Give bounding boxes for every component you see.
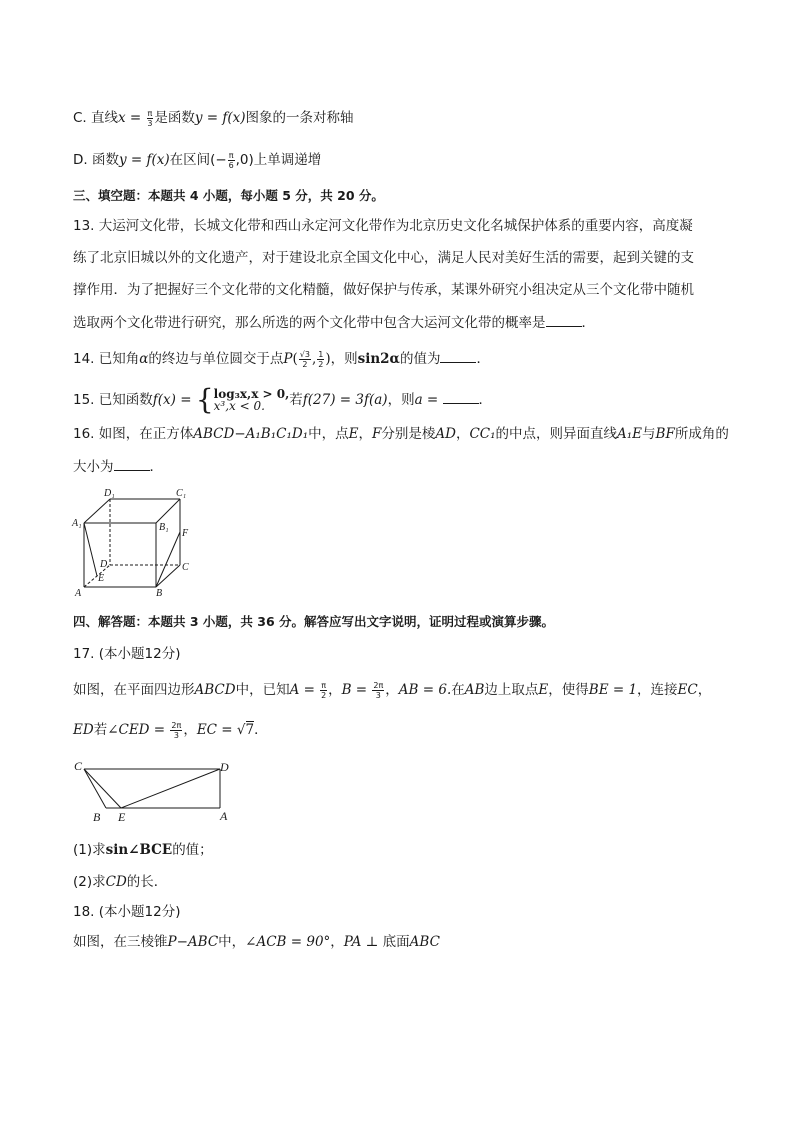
text: ，则 — [387, 392, 415, 408]
math-expr: f(27) = 3f(a) — [302, 392, 388, 408]
text: ． — [149, 459, 163, 475]
math-var: P — [283, 351, 293, 367]
label-d: D — [220, 760, 229, 774]
fraction-den: 3 — [173, 730, 179, 740]
math-expr: ABCD−A₁B₁C₁D₁ — [193, 426, 309, 442]
section-4-heading: 四、解答题：本题共 3 小题，共 36 分。解答应写出文字说明，证明过程或演算步骤。 — [73, 614, 555, 629]
text: 如图，在平面四边形 — [73, 682, 195, 698]
text: 大小为 — [73, 459, 114, 475]
math-func: y = f(x) — [118, 152, 170, 168]
q13-line-1: 13. 大运河文化带，长城文化带和西山永定河文化带作为北京历史文化名城保护体系的重要内容，高度凝 — [73, 218, 693, 234]
q16-line-2 — [73, 456, 163, 477]
paren: ( — [292, 351, 298, 367]
brace: { — [195, 383, 214, 416]
text: ， — [358, 426, 372, 442]
label-a: A — [220, 809, 228, 823]
fraction-num: √3 — [299, 349, 310, 359]
math-eq: A = — [289, 682, 320, 698]
math-var: E — [538, 682, 549, 698]
fraction — [170, 721, 182, 740]
math-eq: PA ⊥ — [343, 934, 383, 950]
fraction — [299, 350, 311, 369]
math-var: EC — [677, 682, 698, 698]
fraction-den: 2 — [318, 359, 324, 369]
fraction-den: 2 — [302, 359, 308, 369]
text: 若 — [93, 722, 108, 738]
label-c1: C₁ — [176, 488, 187, 499]
text: (1)求 — [73, 842, 106, 858]
fraction — [317, 350, 324, 369]
label-a1: A₁ — [72, 518, 82, 529]
math-var: AD — [435, 426, 456, 442]
text: 是函数 — [154, 110, 195, 126]
text: ， — [330, 934, 344, 950]
cube-figure — [70, 486, 200, 598]
text: 在 — [451, 682, 465, 698]
label-b: B — [156, 588, 163, 598]
label-c: C — [182, 562, 189, 573]
text: ， — [455, 426, 470, 442]
math-var: F — [371, 426, 382, 442]
text: ． — [581, 315, 595, 331]
math-eq: B = — [341, 682, 372, 698]
math-var: ABC — [409, 934, 440, 950]
text: 中， — [218, 934, 246, 950]
piecewise-cases — [214, 388, 290, 412]
math-eq: = — [175, 392, 196, 408]
fraction-den: 2 — [321, 690, 327, 700]
q16-line-1 — [73, 424, 729, 444]
sqrt-radicand: 7 — [245, 722, 255, 738]
math-func: f(x) — [152, 392, 176, 408]
math-var: A₁E — [617, 426, 643, 442]
text: ， — [183, 722, 197, 738]
text: 中，已知 — [235, 682, 290, 698]
option-c-label: C. 直线 — [73, 110, 119, 126]
text: 与 — [642, 426, 656, 442]
q17-line-2 — [73, 720, 268, 740]
math-eq: ∠ACB = 90° — [245, 934, 331, 950]
text: 的长． — [126, 874, 168, 890]
text: ， — [328, 682, 342, 698]
fraction — [147, 109, 154, 128]
math-eq: ∠CED = — [107, 722, 170, 738]
text: 的终边与单位圆交于点 — [148, 351, 284, 367]
text: 图象的一条对称轴 — [245, 110, 354, 126]
fraction — [228, 151, 235, 170]
fraction-num: 1 — [318, 349, 324, 359]
paren: ) — [325, 351, 331, 367]
text: ，则 — [330, 351, 358, 367]
math-eq: = — [125, 110, 146, 126]
quadrilateral-figure — [70, 758, 240, 828]
math-var: CD — [105, 874, 127, 890]
math-expr: sin2α — [357, 351, 400, 367]
math-var: α — [139, 351, 149, 367]
answer-blank[interactable] — [443, 389, 479, 404]
fraction-num: 2π — [373, 680, 384, 690]
text: 的中点，则异面直线 — [495, 426, 618, 442]
text: ， — [697, 682, 712, 698]
text: 分别是棱 — [381, 426, 436, 442]
text: 底面 — [382, 934, 410, 950]
math-var: x — [118, 110, 126, 126]
math-eq: BE = 1 — [588, 682, 638, 698]
option-d — [73, 150, 321, 170]
math-eq: AB = 6. — [398, 682, 452, 698]
label-c: C — [74, 759, 83, 773]
q13-line-3: 撑作用．为了把握好三个文化带的文化精髓，做好保护与传承，某课外研究小组决定从三个文化带中随机 — [73, 282, 694, 298]
case-2: x³,x < 0. — [213, 399, 265, 413]
text: 选取两个文化带进行研究，那么所选的两个文化带中包含大运河文化带的概率是 — [73, 315, 546, 331]
math-eq: EC = — [196, 722, 237, 738]
math-func: y = f(x) — [194, 110, 246, 126]
answer-blank[interactable] — [440, 348, 476, 363]
text: ， — [385, 682, 399, 698]
math-var: a = — [414, 392, 443, 408]
label-b1: B₁ — [159, 522, 169, 533]
q18-line-1 — [73, 932, 440, 952]
fraction-den: 6 — [228, 160, 234, 170]
text: ，使得 — [548, 682, 589, 698]
answer-blank[interactable] — [114, 456, 150, 471]
text: ,0)上单调递增 — [235, 152, 322, 168]
fraction-den: 3 — [375, 690, 381, 700]
label-d: D — [100, 559, 108, 570]
text: 的值为 — [399, 351, 441, 367]
label-a: A — [75, 588, 82, 598]
text: ． — [254, 722, 268, 738]
text: 所成角的 — [674, 426, 729, 442]
math-expr: sin∠BCE — [105, 842, 173, 858]
text: (2)求 — [73, 874, 106, 890]
answer-blank[interactable] — [546, 312, 582, 327]
q13-line-2: 练了北京旧城以外的文化遗产，对于建设北京全国文化中心，满足人民对美好生活的需要，起到关键的支 — [73, 250, 694, 266]
sqrt: √7 — [236, 722, 255, 738]
text: 若 — [289, 392, 303, 408]
label-e: E — [98, 573, 105, 584]
q14 — [73, 348, 490, 369]
comma: , — [311, 351, 317, 367]
text: ，连接 — [637, 682, 678, 698]
q15 — [73, 383, 493, 416]
math-var: E — [348, 426, 359, 442]
fraction-num: 2π — [171, 720, 182, 730]
fraction-num: π — [147, 108, 153, 118]
option-d-label: D. 函数 — [73, 152, 119, 168]
q17-header: 17. (本小题12分) — [73, 646, 181, 662]
q17-part-2 — [73, 872, 167, 892]
text: 14. 已知角 — [73, 351, 140, 367]
math-var: BF — [655, 426, 675, 442]
label-d1: D₁ — [104, 488, 115, 499]
math-var: AB — [464, 682, 485, 698]
fraction — [372, 681, 384, 700]
text: ． — [476, 351, 490, 367]
text: 15. 已知函数 — [73, 392, 153, 408]
fraction-den: 3 — [147, 118, 153, 128]
label-e: E — [118, 810, 126, 824]
fraction-num: π — [228, 150, 234, 160]
text: 边上取点 — [484, 682, 539, 698]
label-b: B — [93, 810, 101, 824]
fraction-num: π — [321, 680, 327, 690]
text: 如图，在三棱锥 — [73, 934, 168, 950]
q18-header: 18. (本小题12分) — [73, 904, 181, 920]
text: ． — [478, 392, 493, 408]
text: 中，点 — [308, 426, 349, 442]
fraction — [320, 681, 327, 700]
text: 的值； — [172, 842, 213, 858]
math-var: ABCD — [194, 682, 236, 698]
math-var: CC₁ — [469, 426, 496, 442]
text: 16. 如图，在正方体 — [73, 426, 194, 442]
math-var: ED — [73, 722, 94, 738]
case-1: log₃x,x > 0, — [213, 387, 290, 401]
section-3-heading: 三、填空题：本题共 4 小题，每小题 5 分，共 20 分。 — [73, 188, 384, 203]
label-f: F — [182, 528, 189, 539]
q17-part-1 — [73, 840, 213, 860]
text: 在区间(− — [169, 152, 227, 168]
math-var: P−ABC — [167, 934, 219, 950]
q13-line-4 — [73, 312, 595, 333]
q17-line-1 — [73, 680, 711, 700]
option-c — [73, 108, 354, 128]
